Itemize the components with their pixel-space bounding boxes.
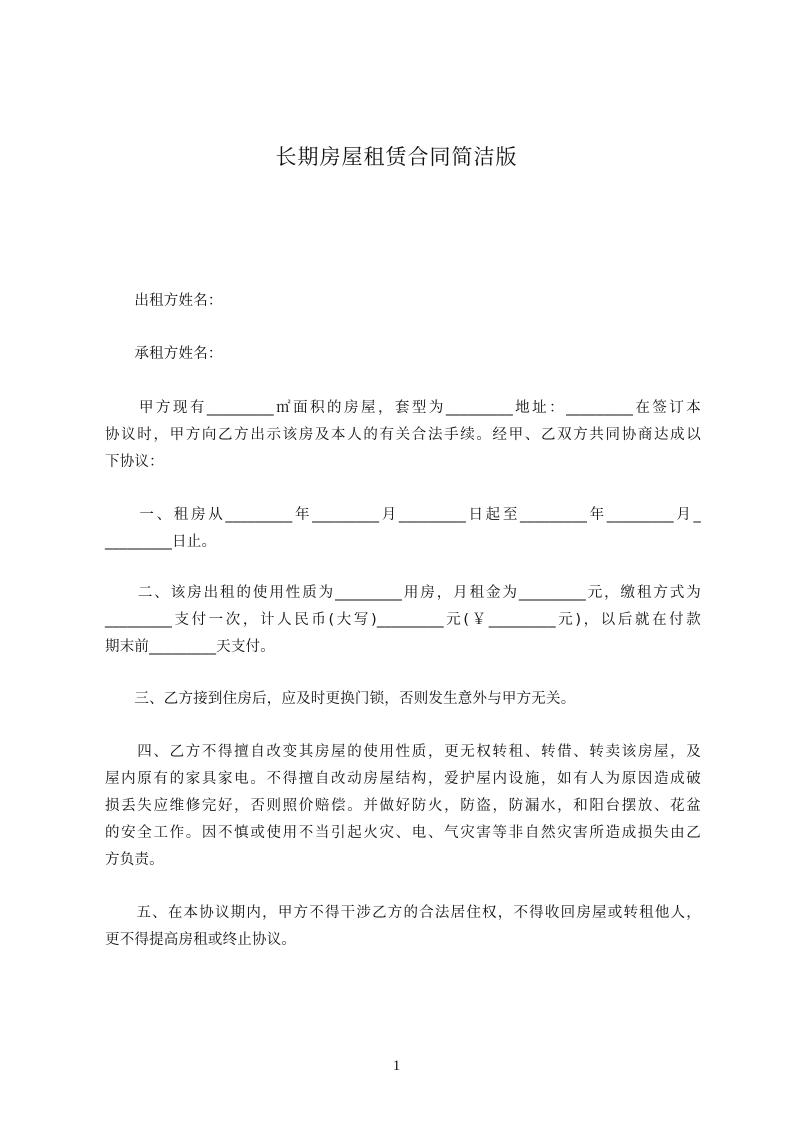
- clause-4-line-3: 损丢失应维修完好，否则照价赔偿。并做好防火，防盗，防漏水，和阳台摆放、花盆: [105, 798, 701, 814]
- lessee-name-line: 承租方姓名：: [105, 346, 223, 362]
- preamble-line-1: 甲方现有_________㎡面积的房屋，套型为_________地址：_________在签订本: [105, 400, 701, 416]
- clause-2-line-3: 期末前_________天支付。: [105, 639, 275, 655]
- lessor-name-line: 出租方姓名：: [105, 293, 223, 309]
- preamble-line-3: 下协议：: [105, 454, 164, 470]
- clause-2-line-1: 二、该房出租的使用性质为_________用房，月租金为_________元，缴租方式为: [105, 585, 701, 601]
- clause-4-line-2: 屋内原有的家具家电。不得擅自改动房屋结构，爱护屋内设施，如有人为原因造成破: [105, 771, 701, 787]
- clause-1-line-1: 一、租房从_________年_________月_________日起至_________年_________月_: [105, 507, 701, 523]
- clause-4-line-4: 的安全工作。因不慎或使用不当引起火灾、电、气灾害等非自然灾害所造成损失由乙: [105, 825, 701, 841]
- clause-1-line-2: _________日止。: [105, 534, 217, 550]
- clause-5-line-2: 更不得提高房租或终止协议。: [105, 932, 297, 948]
- clause-4-line-1: 四、乙方不得擅自改变其房屋的使用性质，更无权转租、转借、转卖该房屋，及: [105, 744, 701, 760]
- page-number: 1: [392, 1058, 401, 1074]
- page-title: 长期房屋租赁合同简洁版: [275, 145, 518, 169]
- clause-2-line-2: _________支付一次，计人民币(大写)_________元(￥_________元)，以后就在付款: [105, 612, 701, 628]
- preamble-line-2: 协议时，甲方向乙方出示该房及本人的有关合法手续。经甲、乙双方共同协商达成以: [105, 427, 701, 443]
- clause-3-line-1: 三、乙方接到住房后，应及时更换门锁，否则发生意外与甲方无关。: [105, 691, 576, 707]
- clause-5-line-1: 五、在本协议期内，甲方不得干涉乙方的合法居住权，不得收回房屋或转租他人，: [105, 905, 701, 921]
- clause-4-line-5: 方负责。: [105, 852, 164, 868]
